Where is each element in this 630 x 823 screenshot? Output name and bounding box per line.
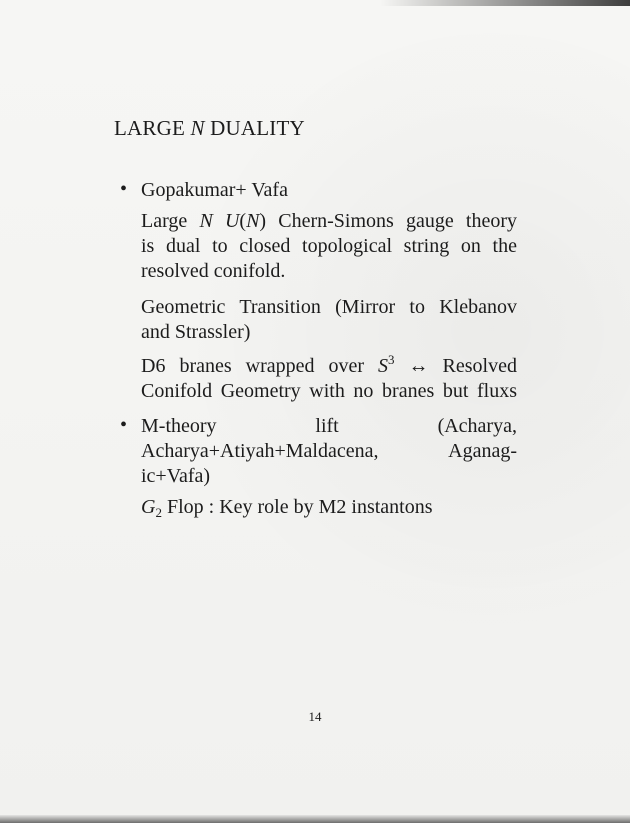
para3-text-after: ↔ Resolved: [394, 355, 517, 377]
para3-text-before: D6 branes wrapped over: [141, 355, 379, 377]
word-m-theory: M-theory: [141, 415, 217, 437]
page-number: 14: [308, 709, 322, 724]
bullet-1-title: Gopakumar+ Vafa: [141, 179, 288, 201]
bullet-marker-1: •: [120, 178, 128, 200]
title-suffix: DUALITY: [204, 116, 305, 140]
scan-shadow-top: [380, 0, 630, 6]
scan-shadow-bottom: [0, 815, 630, 823]
bullet-marker-2: •: [120, 414, 128, 436]
word-lift: lift: [315, 415, 339, 437]
para3-line2: Conifold Geometry with no branes but fluxs: [141, 380, 517, 402]
para1-line2: is dual to closed topological string on the: [141, 235, 517, 257]
page-title: [114, 116, 305, 141]
bullet-2-line2: [141, 439, 517, 463]
title-prefix: LARGE: [114, 116, 191, 140]
g2-symbol: G: [141, 496, 156, 518]
word-acharya: (Acharya,: [437, 415, 517, 437]
para1-line1: [141, 209, 517, 233]
para2-line2: and Strassler): [141, 321, 251, 343]
para3-line1: [141, 354, 517, 380]
sphere-superscript: 3: [388, 352, 395, 367]
para1-line3: resolved conifold.: [141, 260, 286, 282]
title-variable: N: [190, 116, 205, 140]
g2-subscript: 2: [155, 505, 162, 520]
para1-line1-text: Large N U(N) Chern-Simons gauge theory: [141, 210, 517, 232]
bullet-2-line1: [141, 414, 517, 438]
para2-line1: Geometric Transition (Mirror to Klebanov: [141, 296, 517, 318]
bullet-2-line3: ic+Vafa): [141, 465, 211, 487]
sphere-symbol: S: [378, 355, 389, 377]
g2-text: Flop : Key role by M2 instantons: [161, 496, 433, 518]
g2-flop-line: [141, 495, 517, 521]
word-authors: Acharya+Atiyah+Maldacena,: [141, 440, 379, 462]
word-aganagic: Aganag-: [448, 440, 517, 462]
